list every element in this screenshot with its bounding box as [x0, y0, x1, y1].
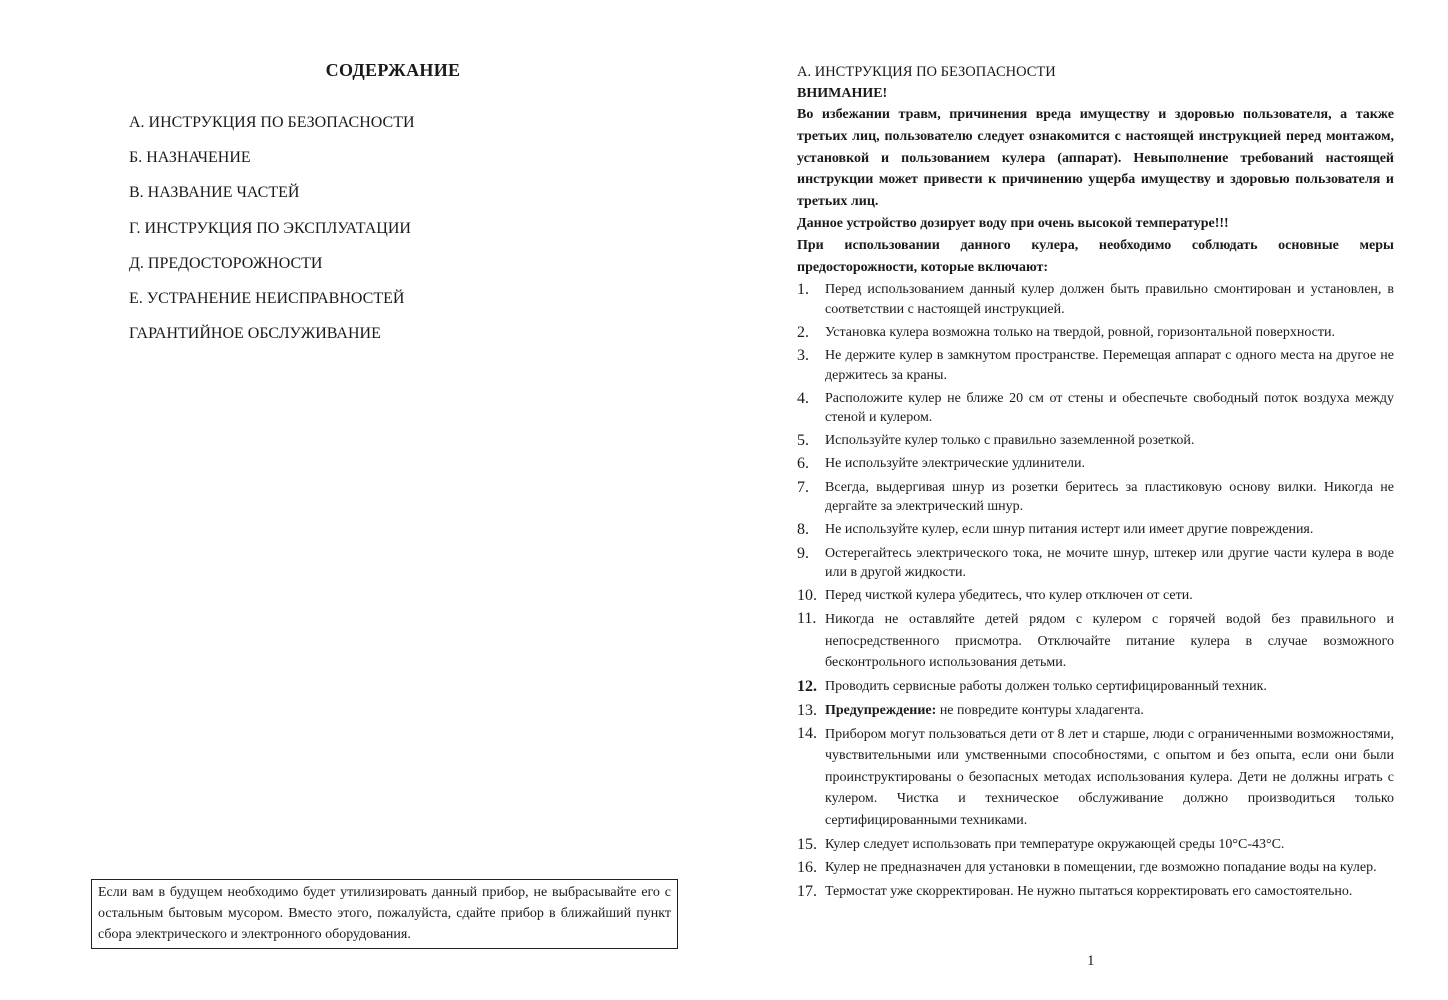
item-text [825, 701, 1394, 721]
item-number: 6. [797, 455, 809, 473]
item-number: 9. [797, 544, 809, 562]
list-item [797, 835, 1394, 855]
list-item [797, 346, 1394, 385]
list-item [797, 389, 1394, 428]
item-text: Всегда, выдергивая шнур из розетки беритесь за пластиковую основу вилки. Никогда не дергайте за электрический шнур. [825, 479, 1394, 515]
item-text: Прибором могут пользоваться дети от 8 лет и старше, люди с ограниченными возможностями, чувствительными или умственными способностями, с опытом и без опыта, если они были проинструктированы о безопасных методах использования кулера. Дети не должны играть с кулером. Чистка и техническое обслуживание должно производиться только сертифицированными техниками. [825, 726, 1394, 828]
item-text: Расположите кулер не ближе 20 см от стены и обеспечьте свободный поток воздуха между стеной и кулером. [825, 390, 1394, 426]
item-number: 13. [797, 701, 817, 719]
page-number: 1 [1087, 953, 1095, 969]
item-text: Кулер следует использовать при температуре окружающей среды 10°С-43°С. [825, 836, 1285, 852]
list-item [797, 677, 1394, 697]
item-number: 14. [797, 724, 817, 742]
item-text: Кулер не предназначен для установки в помещении, где возможно попадание воды на кулер. [825, 860, 1377, 876]
right-page [724, 0, 1448, 1000]
item-text: Перед использованием данный кулер должен быть правильно смонтирован и установлен, в соответствии с настоящей инструкцией. [825, 282, 1394, 317]
toc-item-warranty: ГАРАНТИЙНОЕ ОБСЛУЖИВАНИЕ [129, 325, 381, 343]
toc-item-purpose: Б. НАЗНАЧЕНИЕ [129, 149, 251, 167]
item-number: 2. [797, 323, 809, 341]
list-item [797, 478, 1394, 517]
item-number: 16. [797, 859, 817, 877]
list-item [797, 609, 1394, 674]
recycling-notice: Если вам в будущем необходимо будет утилизировать данный прибор, не выбрасывайте его с остальным бытовым мусором. Вместо этого, пожалуйста, сдайте прибор в ближайший пункт сбора электрического и электронного оборудования. [91, 879, 678, 949]
list-item [797, 280, 1394, 319]
safety-items-list [797, 280, 1394, 901]
toc-item-safety: А. ИНСТРУКЦИЯ ПО БЕЗОПАСНОСТИ [129, 114, 415, 131]
toc-item-operation: Г. ИНСТРУКЦИЯ ПО ЭКСПЛУАТАЦИИ [129, 219, 411, 237]
list-item [797, 858, 1394, 878]
list-item [797, 323, 1394, 343]
toc-item-parts: В. НАЗВАНИЕ ЧАСТЕЙ [129, 184, 300, 202]
safety-section [797, 62, 1394, 905]
list-item [797, 701, 1394, 721]
item-number: 1. [797, 281, 809, 299]
list-item [797, 586, 1394, 606]
hot-water-warning: Данное устройство дозирует воду при очень высокой температуре!!! [797, 215, 1229, 231]
item-number: 12. [797, 678, 817, 696]
item-text: Проводить сервисные работы должен только сертифицированный техник. [825, 679, 1267, 695]
list-item [797, 520, 1394, 540]
item-number: 7. [797, 478, 809, 496]
item-text: Никогда не оставляйте детей рядом с кулером с горячей водой без правильного и непосредственного присмотра. Отключайте питание кулера в случае возможного бесконтрольного использования детьми. [825, 612, 1394, 671]
toc-item-troubleshooting: Е. УСТРАНЕНИЕ НЕИСПРАВНОСТЕЙ [129, 289, 405, 307]
item-number: 10. [797, 586, 817, 604]
item-number: 3. [797, 347, 809, 365]
item-text: Перед чисткой кулера убедитесь, что кулер отключен от сети. [825, 587, 1193, 603]
warning-paragraph: Во избежании травм, причинения вреда имуществу и здоровью пользователя, а также третьих лиц, пользователю следует ознакомится с настоящей инструкцией перед монтажом, установкой и пользованием кулера (аппарат). Невыполнение требований настоящей инструкции может привести к причинению ущерба имуществу и здоровью пользователя и третьих лиц. [797, 107, 1394, 210]
item-text: Используйте кулер только с правильно заземленной розеткой. [825, 432, 1195, 448]
item-number: 5. [797, 431, 809, 449]
item-number: 17. [797, 882, 817, 900]
item-number: 11. [797, 610, 817, 628]
item-text: Не используйте кулер, если шнур питания истерт или имеет другие повреждения. [825, 522, 1314, 538]
safety-heading: А. ИНСТРУКЦИЯ ПО БЕЗОПАСНОСТИ [797, 64, 1056, 80]
toc-list [129, 111, 415, 357]
list-item [797, 882, 1394, 902]
item-text: Не используйте электрические удлинители. [825, 456, 1085, 472]
toc-title: СОДЕРЖАНИЕ [325, 60, 461, 80]
list-item [797, 454, 1394, 474]
list-item [797, 431, 1394, 451]
item-text: Не держите кулер в замкнутом пространстве. Перемещая аппарат с одного места на другое не держитесь за краны. [825, 348, 1394, 383]
item-body: не повредите контуры хладагента. [936, 702, 1144, 718]
item-lead: Предупреждение: [825, 702, 937, 718]
item-number: 8. [797, 521, 809, 539]
item-text: Остерегайтесь электрического тока, не мочите шнур, штекер или другие части кулера в воде или в другой жидкости. [825, 545, 1394, 580]
attention-label: ВНИМАНИЕ! [797, 86, 888, 101]
toc-item-precautions: Д. ПРЕДОСТОРОЖНОСТИ [129, 254, 323, 272]
list-item [797, 724, 1394, 832]
item-number: 15. [797, 835, 817, 853]
item-number: 4. [797, 389, 809, 407]
precautions-intro: При использовании данного кулера, необходимо соблюдать основные меры предосторожности, которые включают: [797, 237, 1394, 275]
item-text: Установка кулера возможна только на твердой, ровной, горизонтальной поверхности. [825, 324, 1336, 340]
list-item [797, 544, 1394, 583]
item-text: Термостат уже скорректирован. Не нужно пытаться корректировать его самостоятельно. [825, 883, 1353, 899]
